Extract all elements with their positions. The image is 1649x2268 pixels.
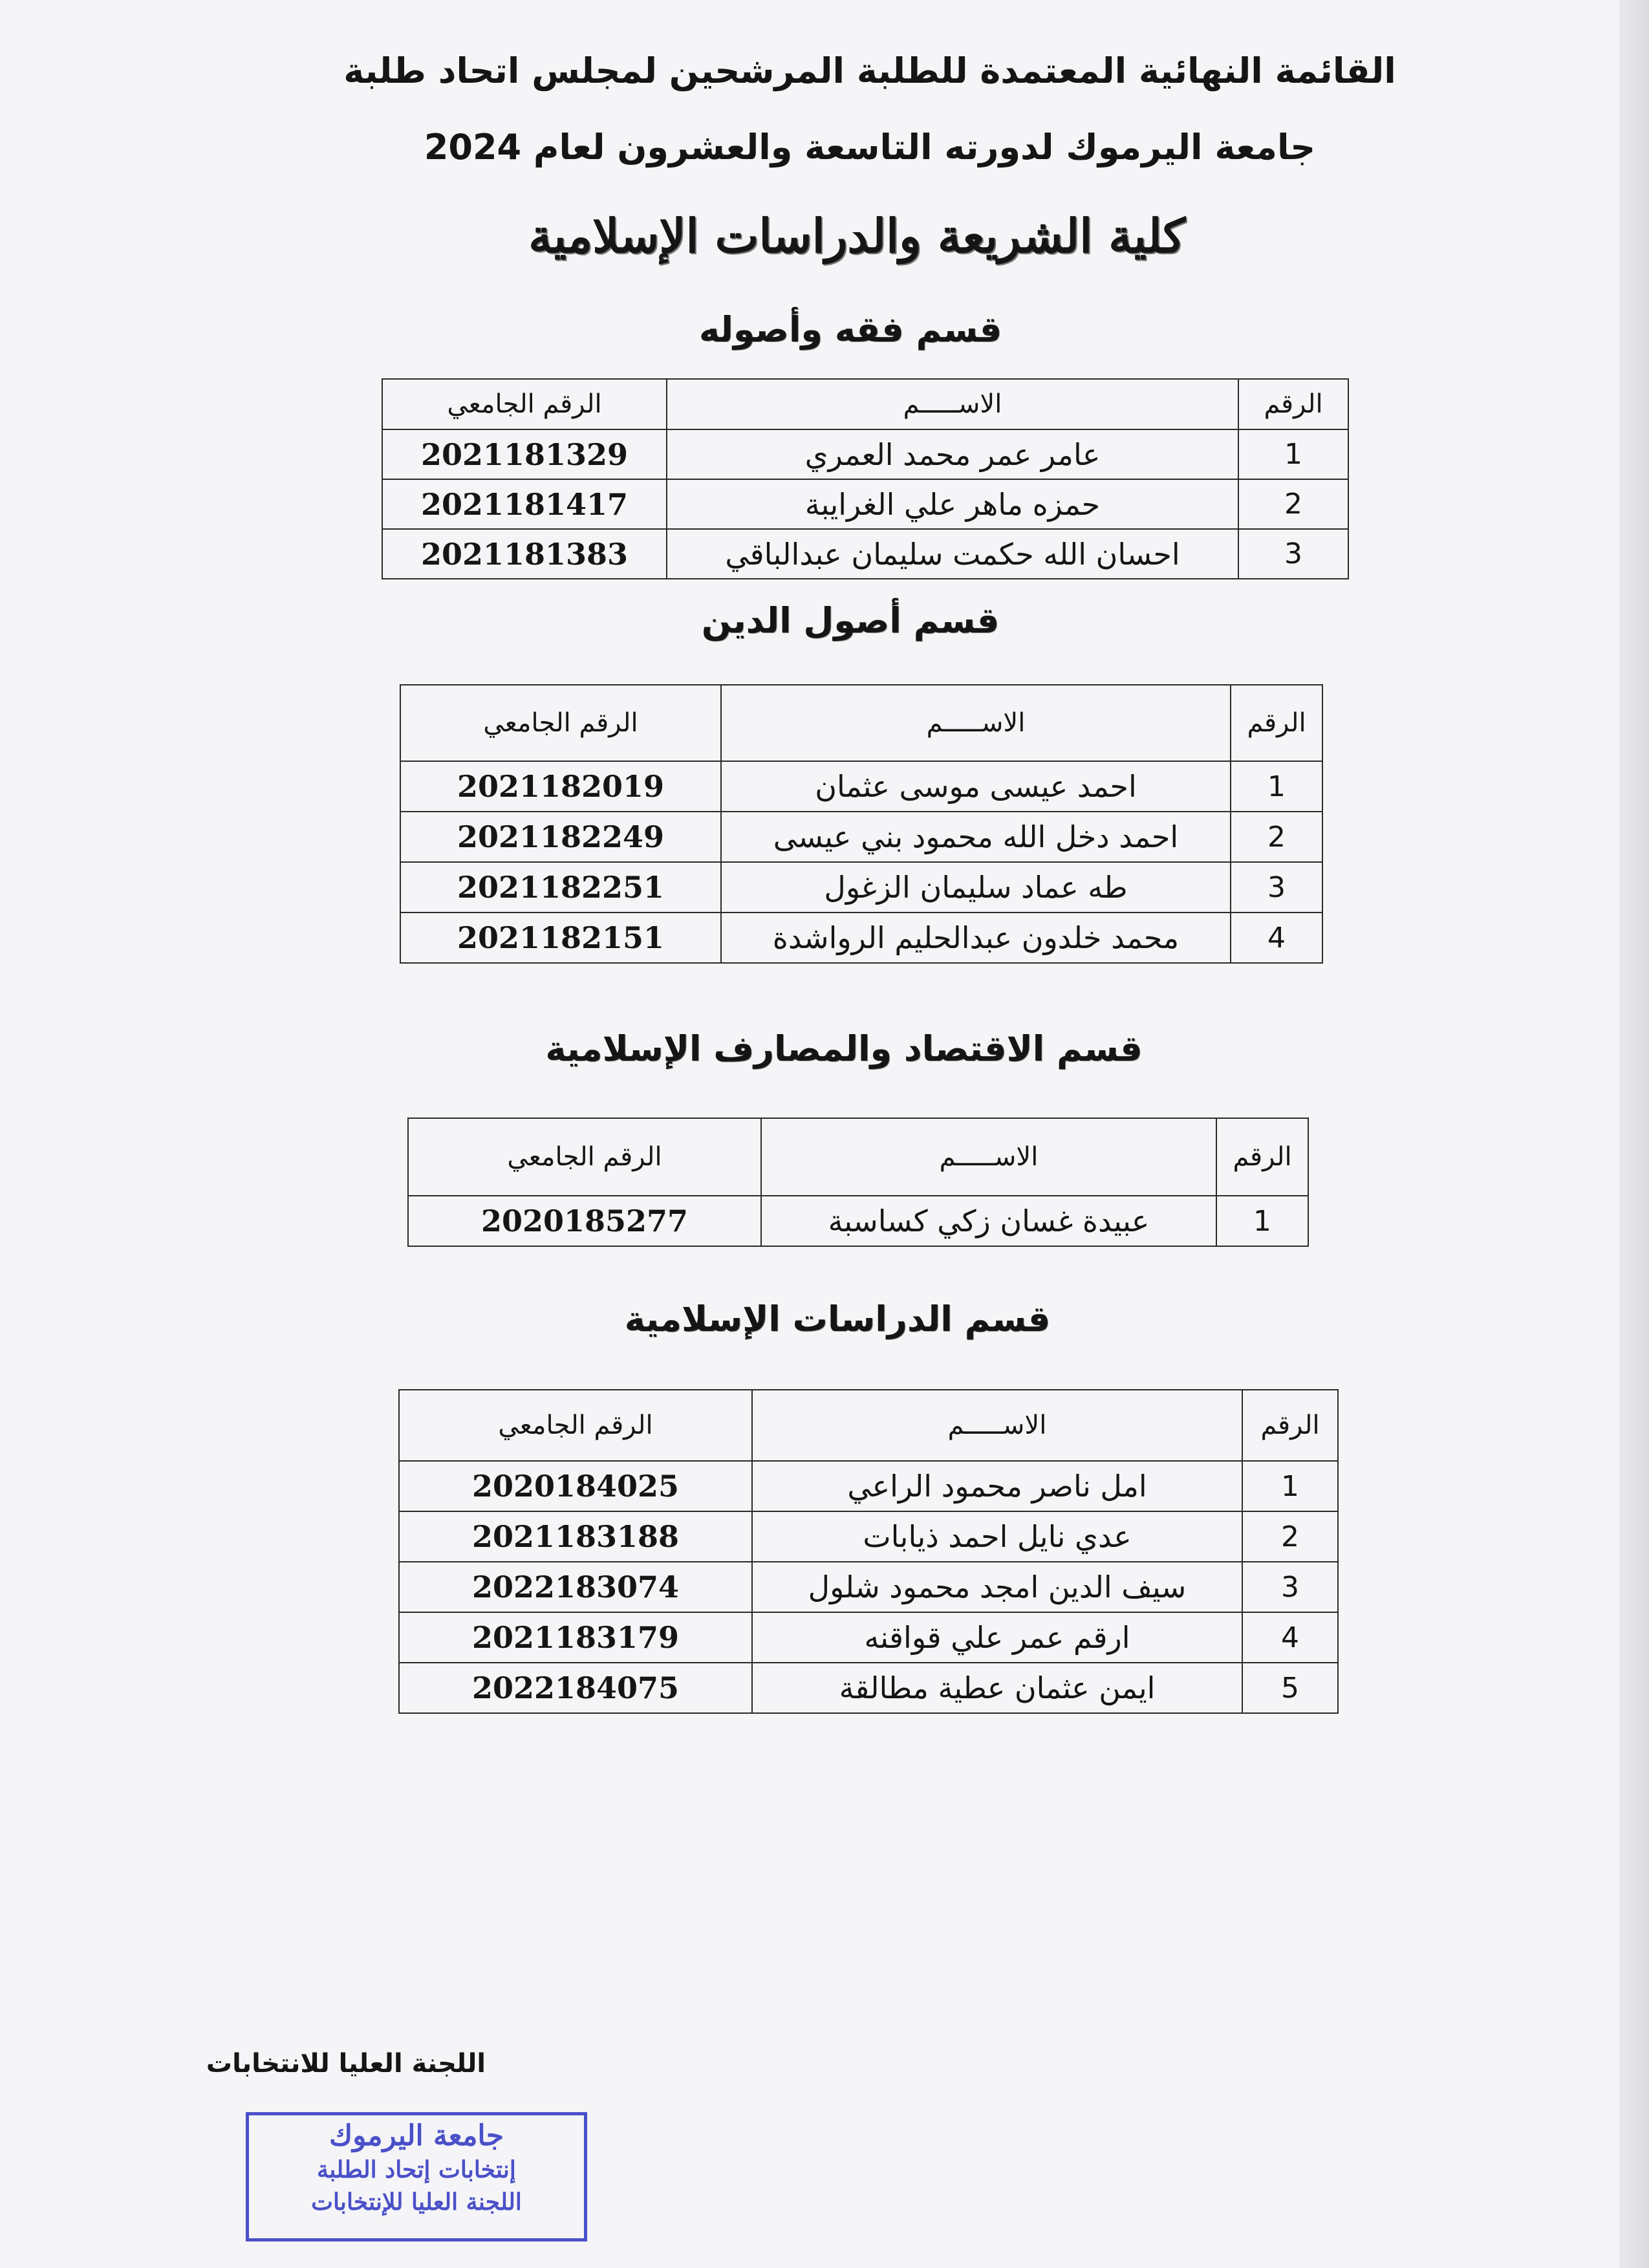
candidate-name: امل ناصر محمود الراعي	[752, 1461, 1242, 1511]
table-row	[382, 529, 1348, 579]
student-id: 2021182251	[400, 862, 721, 913]
table-row	[382, 429, 1348, 479]
student-id: 2021181329	[382, 429, 667, 479]
column-header-number: الرقم	[1242, 1390, 1338, 1461]
table-row	[399, 1461, 1338, 1511]
table-row	[399, 1612, 1338, 1663]
table-row	[408, 1196, 1308, 1246]
committee-signature-label: اللجنة العليا للانتخابات	[206, 2049, 486, 2079]
department-title: قسم فقه وأصوله	[698, 309, 1002, 350]
table-header-row	[382, 379, 1348, 429]
candidate-name: ارقم عمر علي قواقنه	[752, 1612, 1242, 1663]
student-id: 2021182019	[400, 761, 721, 812]
row-number: 5	[1242, 1663, 1338, 1713]
department-title: قسم الاقتصاد والمصارف الإسلامية	[545, 1028, 1143, 1069]
row-number: 2	[1238, 479, 1348, 529]
table-row	[399, 1663, 1338, 1713]
table-row	[400, 812, 1322, 862]
column-header-name: الاســـــم	[761, 1118, 1216, 1196]
department-title: قسم أصول الدين	[701, 600, 1000, 641]
student-id: 2022184075	[399, 1663, 752, 1713]
department-title: قسم الدراسات الإسلامية	[624, 1299, 1051, 1339]
table-row	[399, 1562, 1338, 1612]
candidate-name: ايمن عثمان عطية مطالقة	[752, 1663, 1242, 1713]
candidate-name: سيف الدين امجد محمود شلول	[752, 1562, 1242, 1612]
row-number: 4	[1231, 913, 1322, 963]
student-id: 2022183074	[399, 1562, 752, 1612]
table-header-row	[408, 1118, 1308, 1196]
candidate-name: احمد عيسى موسى عثمان	[721, 761, 1231, 812]
candidate-name: عدي نايل احمد ذيابات	[752, 1511, 1242, 1562]
table-row	[400, 761, 1322, 812]
table-row	[399, 1511, 1338, 1562]
column-header-number: الرقم	[1231, 685, 1322, 761]
row-number: 4	[1242, 1612, 1338, 1663]
candidate-name: احمد دخل الله محمود بني عيسى	[721, 812, 1231, 862]
student-id: 2021183188	[399, 1511, 752, 1562]
table-row	[400, 913, 1322, 963]
column-header-student-id: الرقم الجامعي	[400, 685, 721, 761]
table-header-row	[400, 685, 1322, 761]
column-header-student-id: الرقم الجامعي	[382, 379, 667, 429]
row-number: 2	[1242, 1511, 1338, 1562]
table-row	[400, 862, 1322, 913]
row-number: 1	[1231, 761, 1322, 812]
column-header-name: الاســـــم	[667, 379, 1238, 429]
table-row	[382, 479, 1348, 529]
column-header-student-id: الرقم الجامعي	[399, 1390, 752, 1461]
student-id: 2021183179	[399, 1612, 752, 1663]
candidates-table	[400, 684, 1323, 964]
column-header-name: الاســـــم	[752, 1390, 1242, 1461]
student-id: 2020185277	[408, 1196, 761, 1246]
row-number: 1	[1238, 429, 1348, 479]
official-stamp	[246, 2112, 587, 2241]
row-number: 1	[1242, 1461, 1338, 1511]
column-header-number: الرقم	[1216, 1118, 1308, 1196]
row-number: 1	[1216, 1196, 1308, 1246]
stamp-line-elections: إنتخابات إتحاد الطلبة	[317, 2156, 516, 2183]
student-id: 2021181383	[382, 529, 667, 579]
candidate-name: احسان الله حكمت سليمان عبدالباقي	[667, 529, 1238, 579]
row-number: 3	[1242, 1562, 1338, 1612]
candidate-name: حمزه ماهر علي الغرايبة	[667, 479, 1238, 529]
faculty-title: كلية الشريعة والدراسات الإسلامية	[528, 208, 1185, 263]
document-title-line-2: جامعة اليرموك لدورته التاسعة والعشرون لعام 2024	[424, 127, 1316, 167]
student-id: 2021182249	[400, 812, 721, 862]
row-number: 3	[1238, 529, 1348, 579]
candidates-table	[407, 1118, 1309, 1247]
candidate-name: طه عماد سليمان الزغول	[721, 862, 1231, 913]
document-title-line-1: القائمة النهائية المعتمدة للطلبة المرشحين لمجلس اتحاد طلبة	[343, 50, 1396, 91]
candidate-name: محمد خلدون عبدالحليم الرواشدة	[721, 913, 1231, 963]
row-number: 2	[1231, 812, 1322, 862]
candidates-table	[382, 378, 1349, 579]
table-header-row	[399, 1390, 1338, 1461]
column-header-name: الاســـــم	[721, 685, 1231, 761]
stamp-line-committee: اللجنة العليا للإنتخابات	[311, 2188, 522, 2216]
row-number: 3	[1231, 862, 1322, 913]
column-header-student-id: الرقم الجامعي	[408, 1118, 761, 1196]
column-header-number: الرقم	[1238, 379, 1348, 429]
student-id: 2020184025	[399, 1461, 752, 1511]
candidate-name: عبيدة غسان زكي كساسبة	[761, 1196, 1216, 1246]
stamp-line-university: جامعة اليرموك	[329, 2119, 504, 2152]
candidate-name: عامر عمر محمد العمري	[667, 429, 1238, 479]
candidates-table	[398, 1389, 1339, 1714]
student-id: 2021182151	[400, 913, 721, 963]
student-id: 2021181417	[382, 479, 667, 529]
